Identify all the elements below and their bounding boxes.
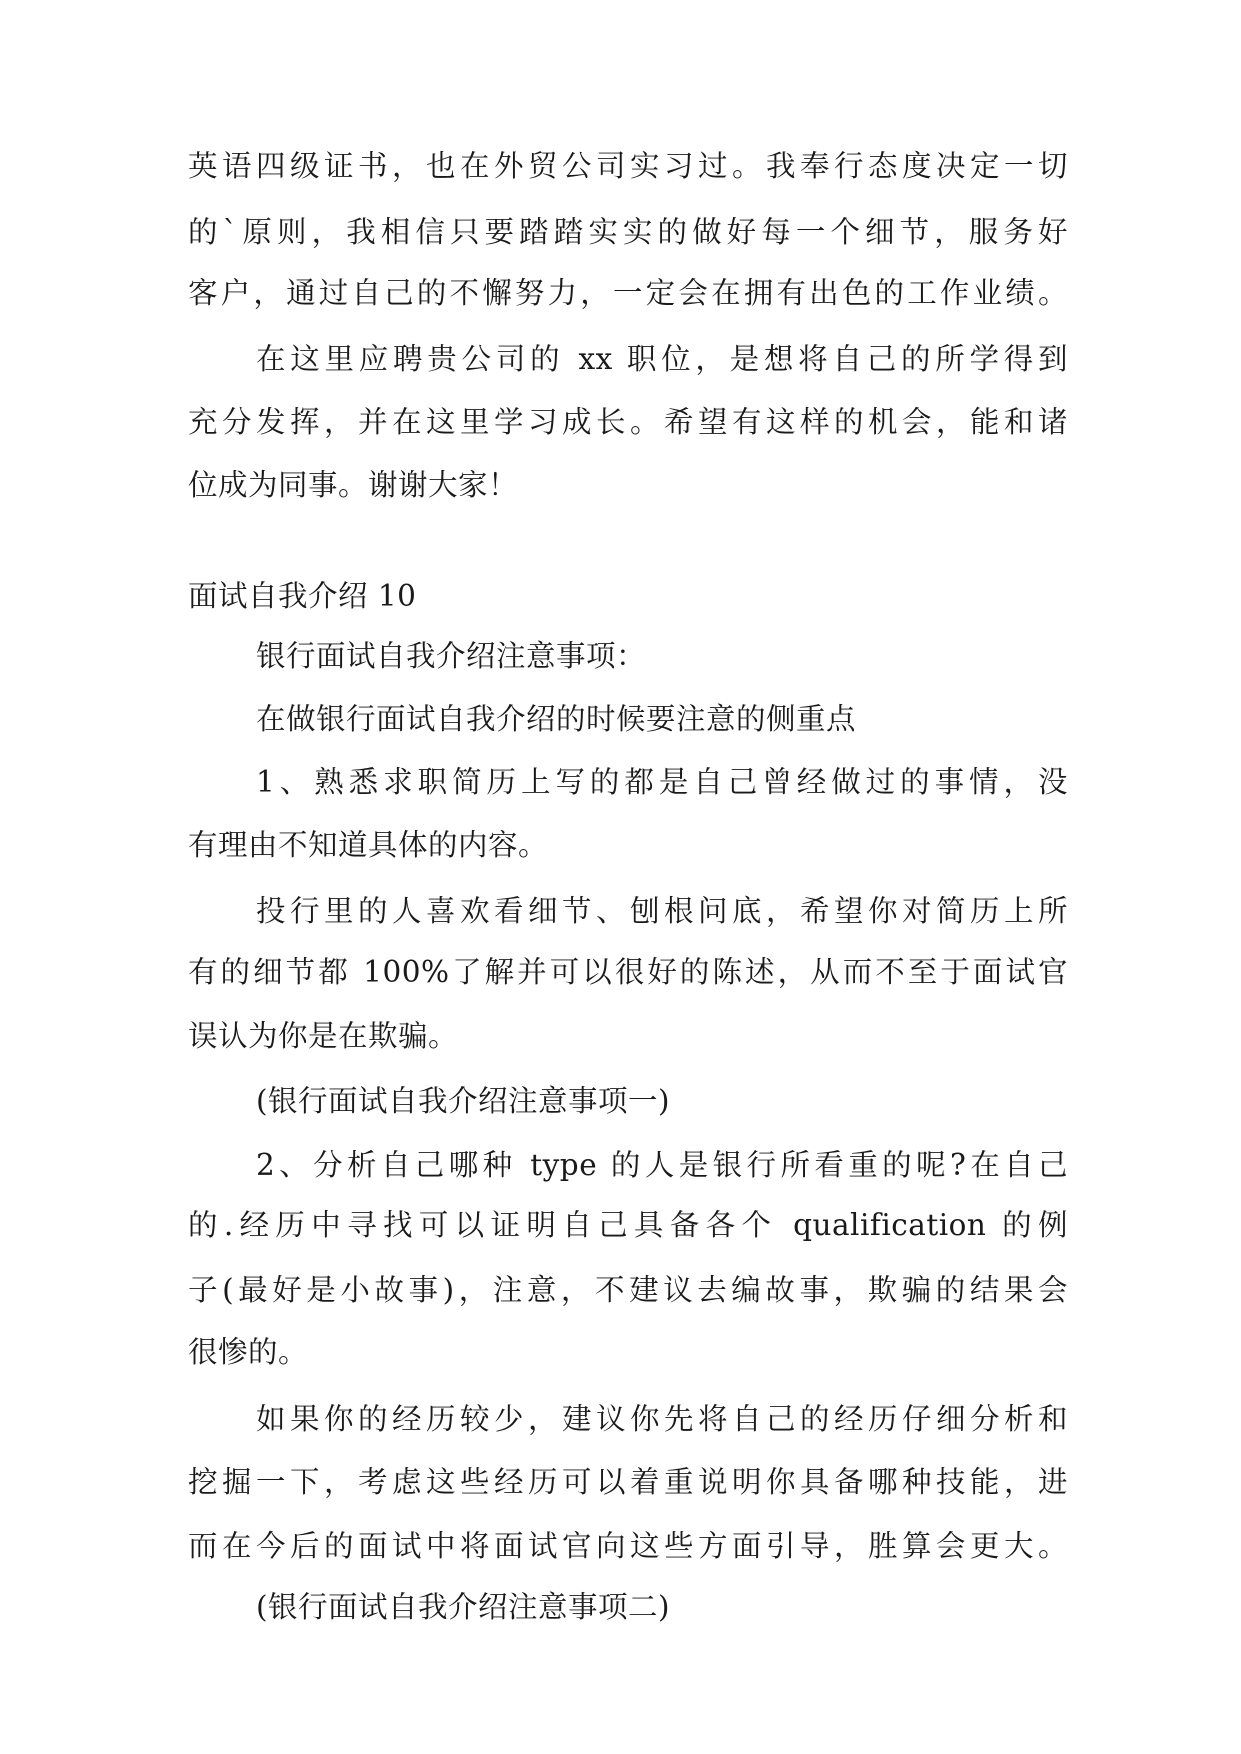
paragraph-2-line-1: 在这里应聘贵公司的 xx 职位，是想将自己的所学得到 bbox=[256, 342, 1068, 376]
point-2-line-4: 很惨的。 bbox=[188, 1335, 309, 1369]
paragraph-2-line-3: 位成为同事。谢谢大家！ bbox=[188, 468, 519, 502]
paragraph-3-line-2: 有的细节都 100%了解并可以很好的陈述，从而不至于面试官 bbox=[188, 955, 1068, 989]
paragraph-1-line-3: 客户，通过自己的不懈努力，一定会在拥有出色的工作业绩。 bbox=[188, 276, 1068, 310]
paragraph-4-line-3: 而在今后的面试中将面试官向这些方面引导，胜算会更大。 bbox=[188, 1529, 1068, 1563]
point-2-line-1: 2、分析自己哪种 type 的人是银行所看重的呢?在自己 bbox=[256, 1148, 1068, 1182]
caption-2: (银行面试自我介绍注意事项二) bbox=[256, 1590, 671, 1624]
point-2-line-3: 子(最好是小故事)，注意，不建议去编故事，欺骗的结果会 bbox=[188, 1273, 1068, 1307]
point-1-line-2: 有理由不知道具体的内容。 bbox=[188, 828, 549, 862]
paragraph-1-line-2: 的`原则，我相信只要踏踏实实的做好每一个细节，服务好 bbox=[188, 215, 1068, 249]
paragraph-4-line-2: 挖掘一下，考虑这些经历可以着重说明你具备哪种技能，进 bbox=[188, 1465, 1068, 1499]
paragraph-2-line-2: 充分发挥，并在这里学习成长。希望有这样的机会，能和诸 bbox=[188, 405, 1068, 439]
paragraph-1-line-1: 英语四级证书，也在外贸公司实习过。我奉行态度决定一切 bbox=[188, 149, 1068, 183]
section-title: 面试自我介绍 10 bbox=[188, 579, 417, 613]
paragraph-3-line-3: 误认为你是在欺骗。 bbox=[188, 1019, 459, 1053]
point-1-line-1: 1、熟悉求职简历上写的都是自己曾经做过的事情，没 bbox=[256, 765, 1068, 799]
caption-1: (银行面试自我介绍注意事项一) bbox=[256, 1084, 671, 1118]
paragraph-3-line-1: 投行里的人喜欢看细节、刨根问底，希望你对简历上所 bbox=[256, 894, 1068, 928]
paragraph-4-line-1: 如果你的经历较少，建议你先将自己的经历仔细分析和 bbox=[256, 1402, 1068, 1436]
point-2-line-2: 的.经历中寻找可以证明自己具备各个 qualification 的例 bbox=[188, 1208, 1068, 1242]
intro-line-1: 银行面试自我介绍注意事项： bbox=[256, 639, 647, 673]
intro-line-2: 在做银行面试自我介绍的时候要注意的侧重点 bbox=[256, 702, 857, 736]
